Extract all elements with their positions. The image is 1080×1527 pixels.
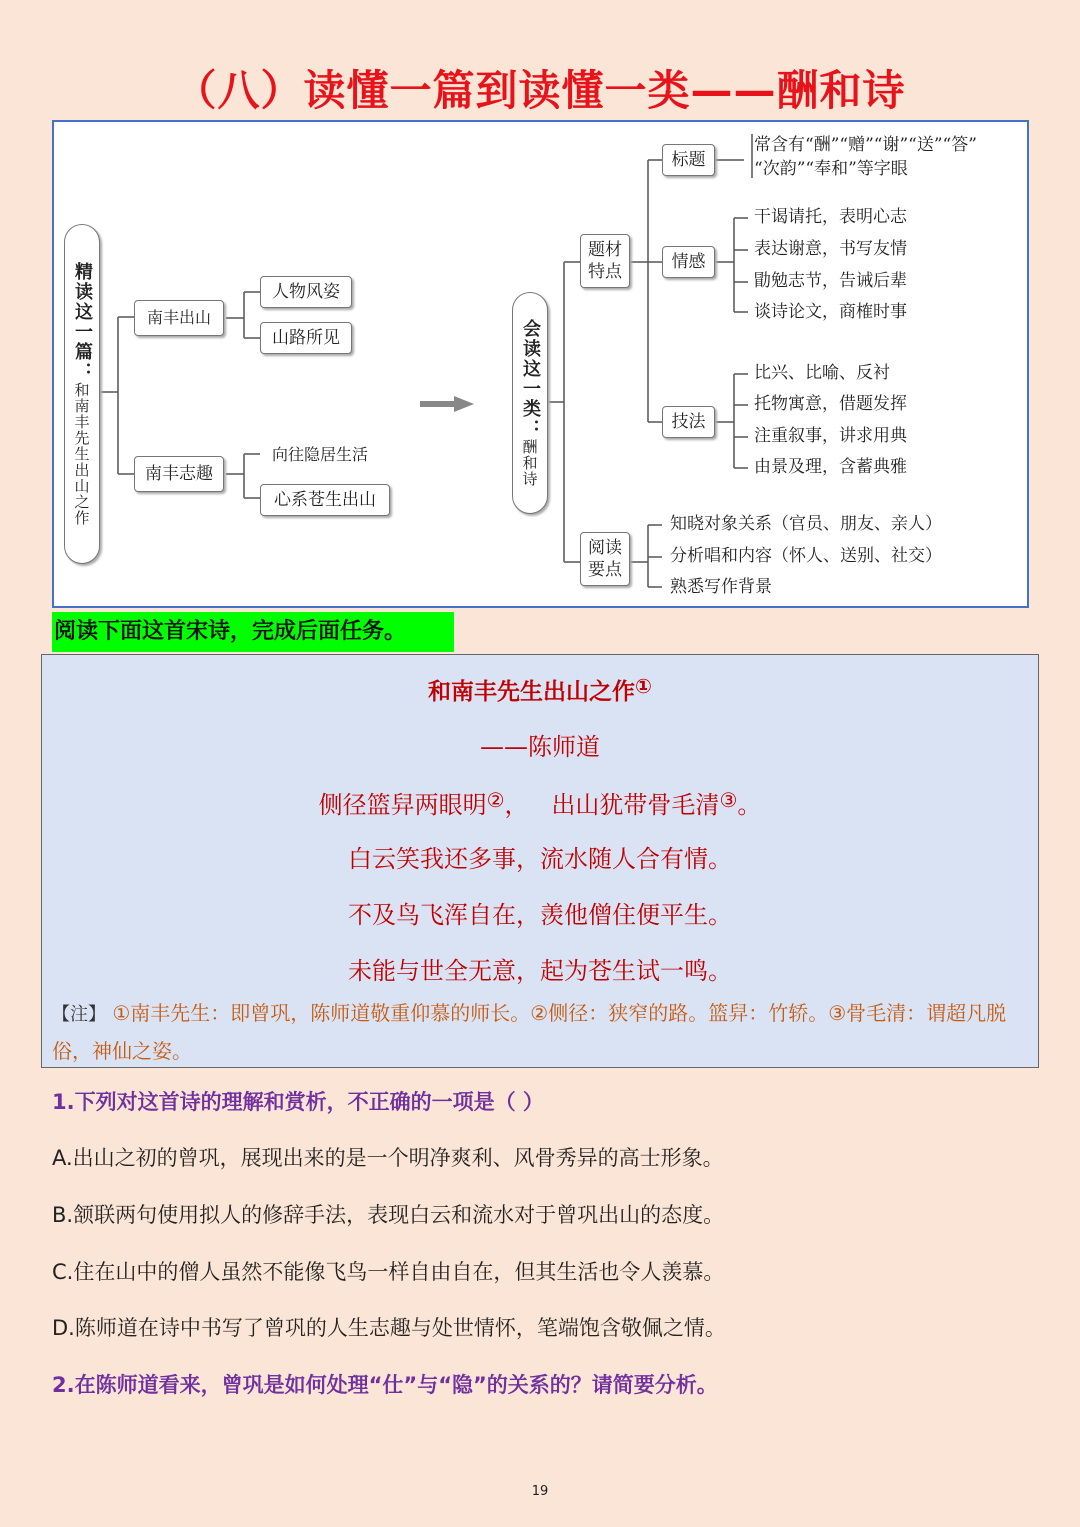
jifa-detail-4: 由景及理，含蓄典雅: [754, 457, 907, 477]
poem-author: ——陈师道: [480, 733, 600, 761]
poem-panel: [41, 654, 1039, 1068]
poem-line-3: 不及鸟飞浑自在，羡他僧住便平生。: [348, 901, 732, 929]
biaoti-detail-1: 常含有“酬”“赠”“谢”“送”“答”: [754, 135, 977, 155]
leaf-shanlu-suojian: 山路所见: [260, 322, 352, 354]
option-a: A.出山之初的曾巩，展现出来的是一个明净爽利、风骨秀异的高士形象。: [52, 1146, 724, 1170]
option-b: B.颔联两句使用拟人的修辞手法，表现白云和流水对于曾巩出山的态度。: [52, 1203, 725, 1227]
leaf-renwu-fengzi: 人物风姿: [260, 276, 352, 308]
yuedu-detail-2: 分析唱和内容（怀人、送别、社交）: [670, 546, 942, 566]
group-ticai-tedian: 题材特点: [580, 234, 630, 288]
poem-notes: 【注】 ①南丰先生：即曾巩，陈师道敬重仰慕的师长。②侧径：狭窄的路。篮舁：竹轿。③骨毛清：谓超凡脱俗，神仙之姿。: [52, 1001, 1007, 1063]
jifa-detail-3: 注重叙事，讲求用典: [754, 426, 907, 446]
option-c: C.住在山中的僧人虽然不能像飞鸟一样自由自在，但其生活也令人羡慕。: [52, 1260, 725, 1284]
yuedu-detail-3: 熟悉写作背景: [670, 577, 772, 597]
page-title: （八）读懂一篇到读懂一类——酬和诗: [174, 66, 906, 115]
branch-nanfeng-zhiqu: 南丰志趣: [134, 456, 224, 492]
page-number: 19: [531, 1484, 549, 1499]
arrow-right-icon: [420, 396, 474, 412]
leaf-xinxi-cangsheng: 心系苍生出山: [260, 484, 390, 516]
poem-line-4: 未能与世全无意，起为苍生试一鸣。: [348, 957, 732, 985]
biaoti-detail-2: “次韵”“奉和”等字眼: [754, 159, 908, 179]
item-biaoti: 标题: [662, 144, 715, 176]
qinggan-detail-4: 谈诗论文，商榷时事: [754, 302, 907, 322]
leaf-xiangwang-yinju: 向往隐居生活: [272, 445, 369, 464]
task-instruction: 阅读下面这首宋诗，完成后面任务。: [52, 612, 454, 652]
question-1: 1.下列对这首诗的理解和赏析，不正确的一项是（ ）: [52, 1090, 544, 1114]
option-d: D.陈师道在诗中书写了曾巩的人生志趣与处世情怀，笔端饱含敬佩之情。: [52, 1316, 726, 1340]
jifa-detail-1: 比兴、比喻、反衬: [754, 363, 890, 383]
jifa-detail-2: 托物寓意，借题发挥: [754, 394, 907, 414]
question-2: 2.在陈师道看来，曾巩是如何处理“仕”与“隐”的关系的？请简要分析。: [52, 1373, 718, 1397]
item-qinggan: 情感: [662, 246, 715, 278]
branch-nanfeng-chushan: 南丰出山: [134, 300, 224, 336]
group-yuedu-yaodian: 阅读要点: [580, 532, 630, 586]
poem-title: 和南丰先生出山之作①: [428, 674, 652, 705]
qinggan-detail-1: 干谒请托，表明心志: [754, 207, 907, 227]
poem-line-1: 侧径篮舁两眼明②， 出山犹带骨毛清③。: [318, 788, 762, 819]
poem-line-2: 白云笑我还多事，流水随人合有情。: [348, 845, 732, 873]
qinggan-detail-2: 表达谢意，书写友情: [754, 239, 907, 259]
right-root-node: 会读这一类： 酬和诗: [512, 292, 548, 514]
left-root-node: 精读这一篇： 和南丰先生出山之作: [64, 224, 100, 564]
yuedu-detail-1: 知晓对象关系（官员、朋友、亲人）: [670, 514, 942, 534]
group-jifa: 技法: [662, 406, 715, 438]
mind-map: [52, 120, 1029, 608]
qinggan-detail-3: 勖勉志节，告诫后辈: [754, 271, 907, 291]
note-marker-1: ①: [635, 674, 652, 698]
